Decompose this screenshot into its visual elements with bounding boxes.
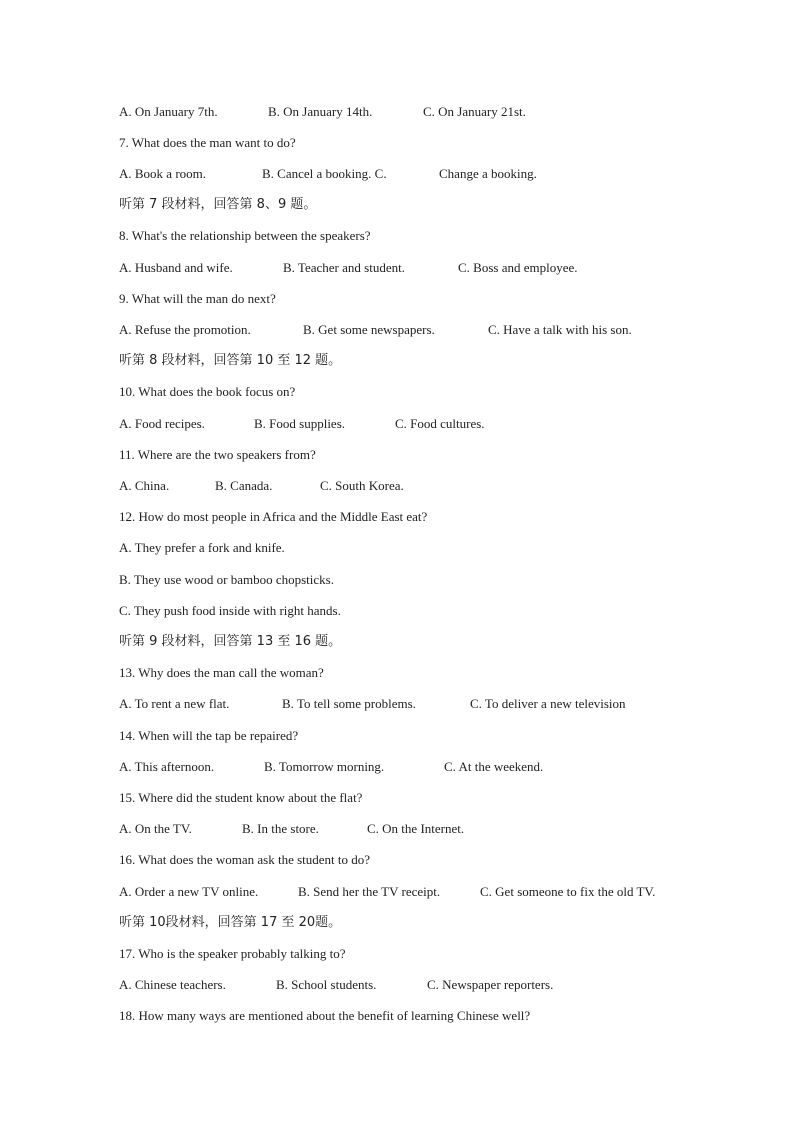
q10-option-b: B. Food supplies. bbox=[254, 416, 346, 431]
question-15: 15. Where did the student know about the flat? bbox=[119, 790, 363, 805]
question-9: 9. What will the man do next? bbox=[119, 291, 276, 306]
q13-option-c: C. To deliver a new television bbox=[470, 696, 626, 711]
section-header-8: 听第 8 段材料，回答第 10 至 12 题。 bbox=[119, 353, 342, 368]
q7-option-c: Change a booking. bbox=[439, 166, 537, 181]
question-16: 16. What does the woman ask the student to do? bbox=[119, 852, 371, 867]
q13-option-b: B. To tell some problems. bbox=[282, 696, 416, 711]
q15-option-c: C. On the Internet. bbox=[367, 821, 465, 836]
question-8: 8. What's the relationship between the speakers? bbox=[119, 228, 371, 243]
q17-option-c: C. Newspaper reporters. bbox=[427, 977, 554, 992]
q7-option-a: A. Book a room. bbox=[119, 166, 207, 181]
q11-option-c: C. South Korea. bbox=[320, 478, 404, 493]
question-10: 10. What does the book focus on? bbox=[119, 384, 296, 399]
q6-option-c: C. On January 21st. bbox=[423, 104, 526, 119]
question-17: 17. Who is the speaker probably talking to? bbox=[119, 946, 346, 961]
q8-option-a: A. Husband and wife. bbox=[119, 260, 233, 275]
q13-option-a: A. To rent a new flat. bbox=[119, 696, 230, 711]
q14-option-b: B. Tomorrow morning. bbox=[264, 759, 385, 774]
q6-option-a: A. On January 7th. bbox=[119, 104, 218, 119]
q11-option-b: B. Canada. bbox=[215, 478, 273, 493]
q14-option-a: A. This afternoon. bbox=[119, 759, 215, 774]
q17-option-b: B. School students. bbox=[276, 977, 377, 992]
question-14: 14. When will the tap be repaired? bbox=[119, 728, 299, 743]
q17-option-a: A. Chinese teachers. bbox=[119, 977, 226, 992]
question-7: 7. What does the man want to do? bbox=[119, 135, 296, 150]
q15-option-a: A. On the TV. bbox=[119, 821, 192, 836]
q9-option-a: A. Refuse the promotion. bbox=[119, 322, 251, 337]
q12-option-b: B. They use wood or bamboo chopsticks. bbox=[119, 572, 334, 587]
section-header-9: 听第 9 段材料，回答第 13 至 16 题。 bbox=[119, 634, 342, 649]
question-18: 18. How many ways are mentioned about the benefit of learning Chinese well? bbox=[119, 1008, 531, 1023]
section-header-10: 听第 10段材料，回答第 17 至 20题。 bbox=[119, 915, 342, 930]
q11-option-a: A. China. bbox=[119, 478, 170, 493]
q9-option-b: B. Get some newspapers. bbox=[303, 322, 435, 337]
q8-option-b: B. Teacher and student. bbox=[283, 260, 405, 275]
q15-option-b: B. In the store. bbox=[242, 821, 319, 836]
q8-option-c: C. Boss and employee. bbox=[458, 260, 578, 275]
q10-option-c: C. Food cultures. bbox=[395, 416, 485, 431]
q16-option-c: C. Get someone to fix the old TV. bbox=[480, 884, 656, 899]
q16-option-b: B. Send her the TV receipt. bbox=[298, 884, 441, 899]
question-11: 11. Where are the two speakers from? bbox=[119, 447, 316, 462]
q9-option-c: C. Have a talk with his son. bbox=[488, 322, 632, 337]
q6-option-b: B. On January 14th. bbox=[268, 104, 373, 119]
q7-option-b: B. Cancel a booking. C. bbox=[262, 166, 387, 181]
q10-option-a: A. Food recipes. bbox=[119, 416, 205, 431]
question-12: 12. How do most people in Africa and the Middle East eat? bbox=[119, 509, 428, 524]
section-header-7: 听第 7 段材料，回答第 8、9 题。 bbox=[119, 197, 317, 212]
q12-option-c: C. They push food inside with right hands. bbox=[119, 603, 341, 618]
question-13: 13. Why does the man call the woman? bbox=[119, 665, 324, 680]
q16-option-a: A. Order a new TV online. bbox=[119, 884, 259, 899]
q14-option-c: C. At the weekend. bbox=[444, 759, 544, 774]
q12-option-a: A. They prefer a fork and knife. bbox=[119, 540, 285, 555]
